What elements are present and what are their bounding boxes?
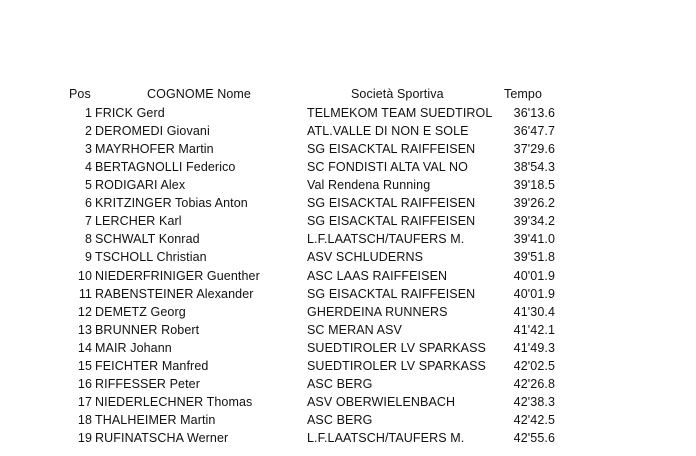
row-pos: 2 bbox=[84, 124, 92, 138]
table-row bbox=[0, 212, 696, 230]
row-name: BERTAGNOLLI Federico bbox=[95, 160, 236, 175]
row-name: DEROMEDI Giovani bbox=[95, 124, 210, 138]
row-name: DEMETZ Georg bbox=[95, 304, 186, 319]
table-row bbox=[0, 321, 696, 339]
table-row bbox=[0, 140, 696, 158]
row-name: BRUNNER Robert bbox=[95, 322, 200, 337]
row-name: MAIR Johann bbox=[95, 340, 172, 355]
row-pos: 1 bbox=[84, 106, 92, 120]
row-time: 40'01.9 bbox=[513, 268, 555, 283]
row-name: KRITZINGER Tobias Anton bbox=[95, 196, 248, 211]
table-row bbox=[0, 411, 696, 429]
row-pos: 15 bbox=[77, 358, 92, 373]
row-name: SCHWALT Konrad bbox=[95, 232, 200, 247]
row-name: RODIGARI Alex bbox=[95, 178, 186, 193]
row-time: 39'51.8 bbox=[513, 250, 555, 265]
table-header bbox=[0, 85, 696, 103]
row-club: ASC BERG bbox=[307, 376, 373, 391]
row-time: 37'29.6 bbox=[513, 142, 555, 157]
row-name: LERCHER Karl bbox=[95, 214, 182, 229]
table-row bbox=[0, 303, 696, 321]
row-name: THALHEIMER Martin bbox=[95, 412, 216, 427]
table-row bbox=[0, 230, 696, 248]
row-time: 39'41.0 bbox=[513, 232, 555, 247]
row-name: FRICK Gerd bbox=[95, 106, 165, 120]
row-time: 41'30.4 bbox=[513, 304, 555, 319]
row-pos: 7 bbox=[84, 214, 92, 229]
row-time: 41'42.1 bbox=[513, 322, 555, 337]
row-club: SC MERAN ASV bbox=[307, 322, 402, 337]
table-row bbox=[0, 176, 696, 194]
row-time: 40'01.9 bbox=[513, 286, 555, 301]
table-row bbox=[0, 357, 696, 375]
table-row bbox=[0, 267, 696, 285]
table-row bbox=[0, 285, 696, 303]
row-time: 42'02.5 bbox=[513, 358, 555, 373]
row-pos: 18 bbox=[77, 412, 92, 427]
row-name: MAYRHOFER Martin bbox=[95, 142, 214, 157]
row-time: 42'38.3 bbox=[513, 394, 555, 409]
table-row bbox=[0, 375, 696, 393]
row-name: NIEDERFRINIGER Guenther bbox=[95, 268, 260, 283]
row-pos: 6 bbox=[84, 196, 92, 211]
table-row bbox=[0, 429, 696, 447]
row-club: ATL.VALLE DI NON E SOLE bbox=[307, 124, 469, 138]
row-time: 39'26.2 bbox=[513, 196, 555, 211]
row-time: 36'47.7 bbox=[513, 124, 555, 138]
row-time: 36'13.6 bbox=[513, 106, 555, 120]
table-row bbox=[0, 104, 696, 122]
row-time: 39'34.2 bbox=[513, 214, 555, 229]
table-row bbox=[0, 339, 696, 357]
row-pos: 5 bbox=[84, 178, 92, 193]
row-club: Val Rendena Running bbox=[307, 178, 431, 193]
row-pos: 14 bbox=[77, 340, 92, 355]
header-club: Società Sportiva bbox=[351, 87, 444, 101]
row-club: SG EISACKTAL RAIFFEISEN bbox=[307, 196, 476, 211]
row-pos: 3 bbox=[84, 142, 92, 157]
row-pos: 4 bbox=[84, 160, 92, 175]
row-club: ASC LAAS RAIFFEISEN bbox=[307, 268, 448, 283]
row-club: SG EISACKTAL RAIFFEISEN bbox=[307, 214, 476, 229]
header-pos: Pos bbox=[69, 87, 91, 101]
row-club: GHERDEINA RUNNERS bbox=[307, 304, 448, 319]
row-name: TSCHOLL Christian bbox=[95, 250, 207, 265]
row-club: SC FONDISTI ALTA VAL NO bbox=[307, 160, 468, 175]
row-time: 41'49.3 bbox=[513, 340, 555, 355]
row-club: TELMEKOM TEAM SUEDTIROL bbox=[307, 106, 493, 120]
row-pos: 17 bbox=[77, 394, 92, 409]
row-club: L.F.LAATSCH/TAUFERS M. bbox=[307, 232, 465, 247]
row-club: L.F.LAATSCH/TAUFERS M. bbox=[307, 430, 465, 445]
header-time: Tempo bbox=[504, 87, 543, 101]
row-pos: 10 bbox=[77, 268, 92, 283]
row-time: 38'54.3 bbox=[513, 160, 555, 175]
row-pos: 12 bbox=[77, 304, 92, 319]
row-club: SUEDTIROLER LV SPARKASS bbox=[307, 358, 486, 373]
row-name: FEICHTER Manfred bbox=[95, 358, 209, 373]
row-pos: 19 bbox=[77, 430, 92, 445]
table-row bbox=[0, 194, 696, 212]
row-pos: 16 bbox=[77, 376, 92, 391]
row-name: RUFINATSCHA Werner bbox=[95, 430, 229, 445]
row-club: ASV SCHLUDERNS bbox=[307, 250, 424, 265]
row-time: 39'18.5 bbox=[513, 178, 555, 193]
row-name: RABENSTEINER Alexander bbox=[95, 286, 254, 301]
row-pos: 9 bbox=[84, 250, 92, 265]
row-club: SG EISACKTAL RAIFFEISEN bbox=[307, 286, 476, 301]
row-time: 42'55.6 bbox=[513, 430, 555, 445]
table-row bbox=[0, 248, 696, 266]
row-pos: 8 bbox=[84, 232, 92, 247]
row-pos: 11 bbox=[78, 286, 92, 301]
table-row bbox=[0, 393, 696, 411]
table-row bbox=[0, 122, 696, 140]
header-name: COGNOME Nome bbox=[147, 87, 251, 101]
row-name: NIEDERLECHNER Thomas bbox=[95, 394, 253, 409]
table-row bbox=[0, 158, 696, 176]
row-time: 42'26.8 bbox=[513, 376, 555, 391]
row-time: 42'42.5 bbox=[513, 412, 555, 427]
row-club: SUEDTIROLER LV SPARKASS bbox=[307, 340, 486, 355]
row-pos: 13 bbox=[77, 322, 92, 337]
row-club: ASC BERG bbox=[307, 412, 373, 427]
row-name: RIFFESSER Peter bbox=[95, 376, 200, 391]
row-club: ASV OBERWIELENBACH bbox=[307, 394, 456, 409]
row-club: SG EISACKTAL RAIFFEISEN bbox=[307, 142, 476, 157]
